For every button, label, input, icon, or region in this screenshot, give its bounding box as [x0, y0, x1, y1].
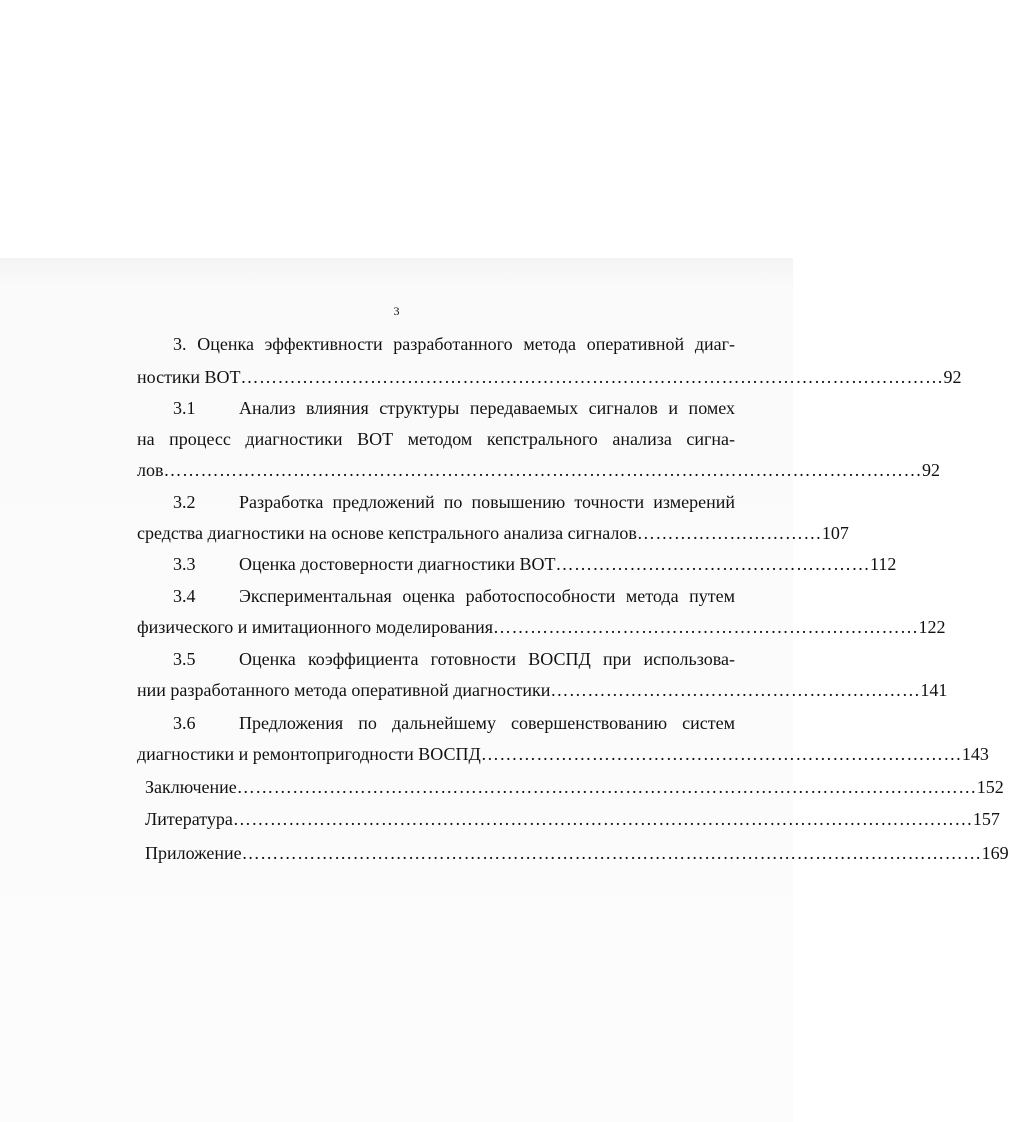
dot-leader: ………………………… — [636, 523, 822, 543]
toc-3-2-page: 107 — [821, 523, 849, 543]
dot-leader: …………………………………………………………………………………………………………… — [163, 460, 922, 480]
dot-leader: …………………………………………………………… — [493, 617, 919, 637]
dot-leader: ………………………………………………………………………………………………………… — [241, 843, 982, 863]
toc-literature-title: Литература — [145, 809, 233, 829]
toc-3-1-page: 92 — [921, 460, 940, 480]
toc-chapter-3-page: 92 — [943, 367, 962, 387]
toc-3-1-line2: на процесс диагностики ВОТ методом кепстрального анализа сигна- — [137, 429, 735, 449]
toc-conclusion-page: 152 — [976, 777, 1004, 797]
toc-3-3-page: 112 — [870, 554, 897, 574]
dot-leader: ………………………………………………………………………………………………………… — [236, 777, 977, 797]
toc-chapter-3-title-end: ностики ВОТ — [137, 367, 241, 387]
toc-literature-page: 157 — [972, 809, 1000, 829]
toc-appendix-title: Приложение — [145, 843, 242, 863]
toc-chapter-3-line2 — [137, 366, 962, 388]
toc-3-4-title-end: физического и имитационного моделирования — [137, 617, 494, 637]
toc-appendix-page: 169 — [981, 843, 1009, 863]
toc-3-2-title-end: средства диагностики на основе кепстрального анализа сигналов — [137, 523, 637, 543]
toc-appendix — [145, 842, 1009, 864]
toc-3-6-line1: Предложения по дальнейшему совершенствованию систем — [239, 713, 735, 733]
dot-leader: ………………………………………………………………………………………………………… — [232, 809, 973, 829]
dot-leader: …………………………………………………………………………………………………… — [240, 367, 944, 387]
toc-literature — [145, 808, 1000, 830]
toc-conclusion — [145, 776, 1004, 798]
toc-3-3-line1 — [239, 553, 897, 575]
toc-3-5-title-end: нии разработанного метода оперативной диагностики — [137, 680, 551, 700]
toc-chapter-3-line1: 3. Оценка эффективности разработанного метода оперативной диаг- — [173, 334, 735, 354]
page-number: 3 — [393, 304, 400, 318]
toc-3-5-line1: Оценка коэффициента готовности ВОСПД при использова- — [239, 649, 735, 669]
toc-3-6-line2 — [137, 743, 989, 765]
toc-3-6-number: 3.6 — [173, 713, 196, 733]
toc-3-1-line3 — [137, 459, 940, 481]
toc-3-4-line1: Экспериментальная оценка работоспособности метода путем — [239, 586, 735, 606]
toc-3-3-number: 3.3 — [173, 554, 196, 574]
toc-3-6-page: 143 — [961, 744, 989, 764]
toc-3-4-page: 122 — [918, 617, 946, 637]
toc-3-4-number: 3.4 — [173, 586, 196, 606]
dot-leader: …………………………………………………………………… — [480, 744, 962, 764]
dot-leader: …………………………………………………… — [550, 680, 921, 700]
toc-3-6-title-end: диагностики и ремонтопригодности ВОСПД — [137, 744, 481, 764]
toc-3-5-page: 141 — [920, 680, 948, 700]
toc-3-2-number: 3.2 — [173, 492, 196, 512]
toc-3-5-line2 — [137, 679, 948, 701]
toc-3-2-line1: Разработка предложений по повышению точности измерений — [239, 492, 735, 512]
toc-3-2-line2 — [137, 522, 849, 544]
toc-3-1-line1: Анализ влияния структуры передаваемых сигналов и помех — [239, 398, 735, 418]
toc-3-1-number: 3.1 — [173, 398, 196, 418]
toc-3-3-title: Оценка достоверности диагностики ВОТ — [239, 554, 556, 574]
toc-3-1-title-end: лов — [137, 460, 164, 480]
dot-leader: …………………………………………… — [555, 554, 871, 574]
toc-3-4-line2 — [137, 616, 946, 638]
toc-3-5-number: 3.5 — [173, 649, 196, 669]
toc-conclusion-title: Заключение — [145, 777, 237, 797]
